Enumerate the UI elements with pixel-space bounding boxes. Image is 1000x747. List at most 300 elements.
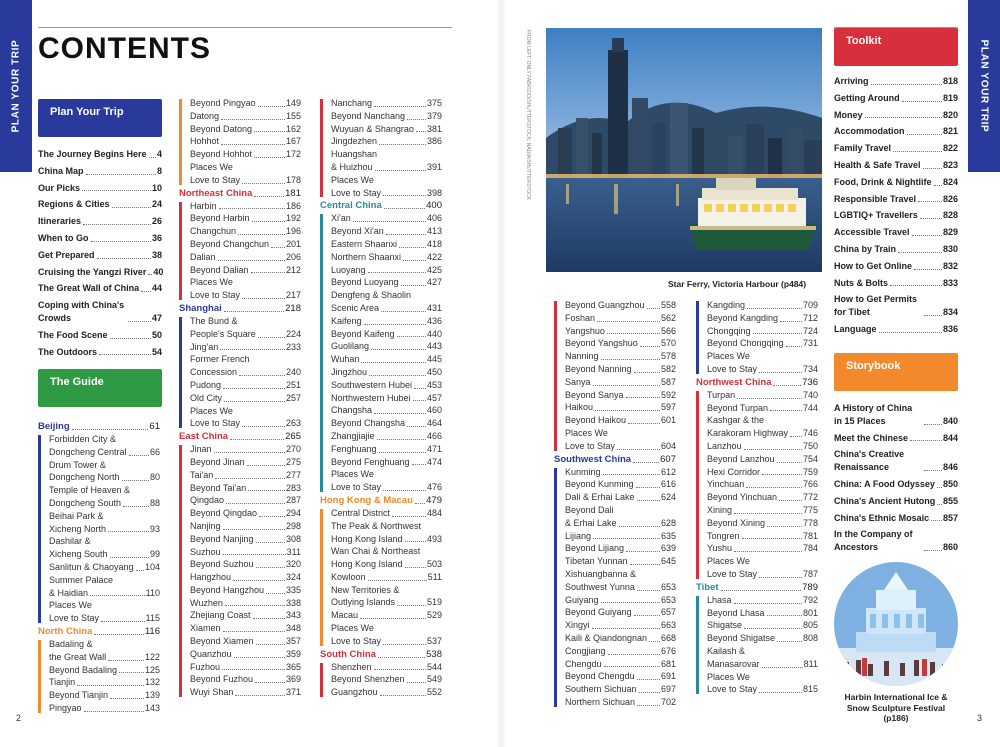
- region-name: Central China: [320, 200, 382, 212]
- toc-entry[interactable]: [565, 312, 676, 325]
- toc-entry[interactable]: [49, 689, 160, 702]
- leader-dots: [108, 531, 149, 532]
- toc-entry[interactable]: [190, 110, 301, 123]
- toc-entry-page: 357: [285, 636, 301, 647]
- region-heading[interactable]: [320, 494, 442, 507]
- toc-entry[interactable]: [190, 405, 301, 418]
- toc-entry[interactable]: [190, 597, 301, 610]
- region-block: [696, 299, 818, 376]
- toc-entry-page: 335: [285, 584, 301, 595]
- toc-entry[interactable]: [331, 328, 442, 341]
- toc-entry[interactable]: [565, 389, 676, 402]
- toc-entry[interactable]: [190, 558, 301, 571]
- toc-entry[interactable]: [331, 596, 442, 609]
- toc-entry-page: 471: [426, 443, 442, 454]
- toc-entry[interactable]: [707, 337, 818, 350]
- toc-entry[interactable]: [707, 453, 818, 466]
- toc-entry-title: Chengdu: [565, 658, 602, 669]
- region-page: 479: [426, 494, 442, 506]
- toc-entry[interactable]: [565, 683, 676, 696]
- leader-dots: [110, 698, 144, 699]
- toc-entry[interactable]: [834, 92, 958, 105]
- leader-dots: [634, 372, 660, 373]
- toc-entry-page: 792: [802, 594, 818, 605]
- region-heading[interactable]: [696, 581, 818, 594]
- toc-entry[interactable]: [331, 135, 442, 148]
- toc-entry[interactable]: [331, 276, 442, 289]
- toc-entry-title: Kashgar & the: [707, 415, 765, 426]
- toc-entry[interactable]: [190, 546, 301, 559]
- harbin-ice-photo: [834, 562, 958, 686]
- toc-entry[interactable]: [331, 622, 442, 635]
- toc-entry[interactable]: [38, 329, 162, 342]
- toc-entry[interactable]: [190, 584, 301, 597]
- toc-entry[interactable]: [331, 302, 442, 315]
- toc-entry[interactable]: [331, 174, 442, 187]
- toc-entry[interactable]: [834, 75, 958, 88]
- leader-dots: [383, 195, 426, 196]
- toc-entry[interactable]: [707, 594, 818, 607]
- toc-entry[interactable]: [565, 427, 676, 440]
- toc-entry[interactable]: [331, 417, 442, 430]
- toc-entry-page: 582: [660, 363, 676, 374]
- leader-dots: [383, 644, 426, 645]
- region-heading[interactable]: [320, 648, 442, 661]
- toc-entry[interactable]: [190, 494, 301, 507]
- star-ferry-photo: [546, 28, 822, 272]
- toc-entry[interactable]: [565, 350, 676, 363]
- toc-entry-page: 601: [660, 415, 676, 426]
- region-heading[interactable]: [554, 453, 676, 466]
- toc-entry-page: 453: [426, 379, 442, 390]
- toc-entry[interactable]: [834, 142, 958, 155]
- toc-entry[interactable]: [565, 645, 676, 658]
- toc-entry-title: Nuts & Bolts: [834, 277, 888, 288]
- leader-dots: [374, 669, 426, 670]
- toc-entry[interactable]: [331, 468, 442, 481]
- toc-entry[interactable]: [834, 159, 958, 172]
- toc-entry[interactable]: [565, 568, 676, 581]
- leader-dots: [101, 621, 145, 622]
- leader-dots: [379, 144, 426, 145]
- toc-entry[interactable]: [834, 448, 958, 474]
- toc-entry-page: 832: [942, 260, 958, 271]
- toc-entry[interactable]: [190, 392, 301, 405]
- toc-entry[interactable]: [190, 97, 301, 110]
- toc-entry-page: 431: [426, 302, 442, 313]
- toc-entry[interactable]: [190, 533, 301, 546]
- toc-entry[interactable]: [565, 337, 676, 350]
- toc-entry[interactable]: [707, 632, 818, 645]
- toc-entry[interactable]: [331, 289, 442, 302]
- toc-entry[interactable]: [38, 299, 162, 325]
- toc-entry[interactable]: [565, 696, 676, 709]
- toc-entry[interactable]: [38, 346, 162, 359]
- region-heading[interactable]: [38, 420, 160, 433]
- toc-entry[interactable]: [707, 466, 818, 479]
- toc-entry-title: Luoyang: [331, 264, 366, 275]
- toc-entry[interactable]: [707, 619, 818, 632]
- toc-entry[interactable]: [834, 193, 958, 206]
- toc-entry[interactable]: [190, 123, 301, 136]
- toc-entry[interactable]: [565, 414, 676, 427]
- toc-entry-page: 731: [802, 338, 818, 349]
- toc-entry[interactable]: [707, 671, 818, 684]
- toc-entry[interactable]: [49, 561, 160, 574]
- toc-entry[interactable]: [38, 266, 162, 279]
- toc-entry[interactable]: [190, 673, 301, 686]
- toc-entry[interactable]: [49, 548, 160, 561]
- toc-entry[interactable]: [707, 555, 818, 568]
- toc-entry[interactable]: [565, 542, 676, 555]
- toc-entry[interactable]: [565, 594, 676, 607]
- toc-entry[interactable]: [707, 363, 818, 376]
- toc-entry[interactable]: [834, 260, 958, 273]
- toc-entry-page: 830: [942, 243, 958, 254]
- toc-entry[interactable]: [565, 581, 676, 594]
- toc-entry[interactable]: [565, 440, 676, 453]
- toc-entry-title: Scenic Area: [331, 302, 380, 313]
- toc-entry[interactable]: [49, 574, 160, 587]
- toc-entry[interactable]: [49, 664, 160, 677]
- toc-entry-title: Language: [834, 323, 877, 334]
- toc-entry[interactable]: [38, 198, 162, 211]
- toc-entry[interactable]: [190, 482, 301, 495]
- leader-dots: [779, 500, 802, 501]
- region-entries: [38, 638, 160, 715]
- toc-entry[interactable]: [331, 673, 442, 686]
- toc-entry[interactable]: [331, 533, 442, 546]
- toc-entry[interactable]: [49, 612, 160, 625]
- toc-entry[interactable]: [190, 456, 301, 469]
- toc-entry[interactable]: [707, 350, 818, 363]
- toc-entry[interactable]: [49, 638, 160, 651]
- toc-entry[interactable]: [331, 661, 442, 674]
- region-entries: [696, 389, 818, 581]
- toc-entry[interactable]: [49, 510, 160, 523]
- toc-entry[interactable]: [190, 609, 301, 622]
- region-heading[interactable]: [179, 302, 301, 315]
- toc-entry-page: 54: [151, 346, 162, 357]
- toc-entry[interactable]: [190, 264, 301, 277]
- leader-dots: [374, 106, 426, 107]
- leader-dots: [601, 602, 660, 603]
- toc-entry[interactable]: [331, 340, 442, 353]
- toc-entry[interactable]: [331, 545, 442, 558]
- toc-entry[interactable]: [331, 686, 442, 699]
- toc-entry[interactable]: [49, 599, 160, 612]
- region-heading[interactable]: [320, 199, 442, 212]
- toc-entry[interactable]: [834, 109, 958, 122]
- toc-entry[interactable]: [565, 504, 676, 517]
- toc-entry-title: Love to Stay: [331, 187, 382, 198]
- toc-entry[interactable]: [331, 212, 442, 225]
- toc-entry[interactable]: [707, 402, 818, 415]
- toc-entry[interactable]: [331, 392, 442, 405]
- toc-entry[interactable]: [331, 315, 442, 328]
- toc-entry[interactable]: [331, 148, 442, 161]
- toc-entry[interactable]: [834, 528, 958, 554]
- toc-entry-page: 212: [285, 264, 301, 275]
- toc-entry[interactable]: [707, 491, 818, 504]
- toc-entry-page: 657: [660, 607, 676, 618]
- toc-entry[interactable]: [331, 443, 442, 456]
- toc-entry[interactable]: [190, 353, 301, 366]
- toc-entry[interactable]: [565, 606, 676, 619]
- toc-entry[interactable]: [331, 366, 442, 379]
- toc-entry[interactable]: [707, 299, 818, 312]
- toc-entry-page: 155: [285, 110, 301, 121]
- region-heading[interactable]: [696, 376, 818, 389]
- toc-entry[interactable]: [190, 212, 301, 225]
- toc-entry[interactable]: [331, 558, 442, 571]
- toc-entry[interactable]: [190, 469, 301, 482]
- leader-dots: [258, 337, 285, 338]
- toc-entry[interactable]: [190, 148, 301, 161]
- toc-entry[interactable]: [707, 542, 818, 555]
- toc-entry[interactable]: [331, 481, 442, 494]
- toc-entry[interactable]: [190, 366, 301, 379]
- toc-entry[interactable]: [38, 232, 162, 245]
- toc-entry[interactable]: [49, 446, 160, 459]
- toc-entry[interactable]: [38, 282, 162, 295]
- toc-entry[interactable]: [565, 517, 676, 530]
- guide-column-5: [696, 299, 818, 696]
- toc-entry-page: 493: [426, 533, 442, 544]
- toc-entry[interactable]: [834, 323, 958, 336]
- toc-entry[interactable]: [707, 440, 818, 453]
- region-name: Northeast China: [179, 187, 253, 199]
- leader-dots: [271, 247, 285, 248]
- toc-entry[interactable]: [190, 648, 301, 661]
- toc-entry[interactable]: [331, 238, 442, 251]
- toc-entry[interactable]: [331, 635, 442, 648]
- toc-entry-title: Southwestern Hubei: [331, 379, 413, 390]
- leader-dots: [416, 131, 426, 132]
- toc-entry[interactable]: [49, 433, 160, 446]
- toc-entry[interactable]: [565, 530, 676, 543]
- toc-entry[interactable]: [331, 251, 442, 264]
- toc-entry[interactable]: [707, 478, 818, 491]
- toc-entry[interactable]: [49, 587, 160, 600]
- toc-entry[interactable]: [38, 165, 162, 178]
- toc-entry[interactable]: [565, 658, 676, 671]
- toc-entry[interactable]: [834, 176, 958, 189]
- toc-entry-title: Chongqing: [707, 325, 751, 336]
- toc-entry[interactable]: [190, 174, 301, 187]
- toc-entry[interactable]: [565, 466, 676, 479]
- leader-dots: [636, 487, 660, 488]
- toc-entry[interactable]: [49, 702, 160, 715]
- region-name: South China: [320, 648, 376, 660]
- toc-entry[interactable]: [565, 478, 676, 491]
- toc-entry-title: Beyond Badaling: [49, 664, 118, 675]
- toc-entry[interactable]: [190, 276, 301, 289]
- region-heading[interactable]: [38, 625, 160, 638]
- toc-entry-page: 277: [285, 469, 301, 480]
- toc-entry[interactable]: [565, 632, 676, 645]
- toc-entry[interactable]: [190, 571, 301, 584]
- toc-entry[interactable]: [331, 187, 442, 200]
- toc-entry[interactable]: [49, 535, 160, 548]
- region-heading[interactable]: [179, 430, 301, 443]
- leader-dots: [99, 354, 151, 355]
- toc-entry-title: Hexi Corridor: [707, 466, 761, 477]
- toc-entry-title: Kunming: [565, 466, 601, 477]
- toc-entry[interactable]: [331, 571, 442, 584]
- toc-entry[interactable]: [707, 414, 818, 427]
- leader-dots: [920, 218, 942, 219]
- toc-entry[interactable]: [331, 404, 442, 417]
- toc-entry-page: 371: [285, 687, 301, 698]
- toc-entry[interactable]: [49, 523, 160, 536]
- toc-entry[interactable]: [190, 443, 301, 456]
- toc-entry[interactable]: [331, 430, 442, 443]
- toc-entry-title: The Journey Begins Here: [38, 149, 147, 159]
- toc-entry-title: Harbin: [190, 200, 217, 211]
- toc-entry[interactable]: [707, 427, 818, 440]
- leader-dots: [601, 359, 660, 360]
- toc-entry[interactable]: [331, 520, 442, 533]
- toc-entry[interactable]: [49, 484, 160, 497]
- toc-entry[interactable]: [834, 432, 958, 445]
- leader-dots: [759, 372, 802, 373]
- toc-entry[interactable]: [49, 471, 160, 484]
- region-page: 607: [660, 453, 676, 465]
- toc-entry-page: 386: [426, 136, 442, 147]
- toc-entry[interactable]: [565, 325, 676, 338]
- region-heading[interactable]: [179, 187, 301, 200]
- toc-entry[interactable]: [331, 584, 442, 597]
- toc-entry[interactable]: [707, 517, 818, 530]
- toc-entry[interactable]: [38, 215, 162, 228]
- toc-entry[interactable]: [834, 226, 958, 239]
- toc-entry-page: 484: [426, 507, 442, 518]
- toc-entry[interactable]: [190, 161, 301, 174]
- toc-entry[interactable]: [834, 402, 958, 428]
- toc-entry[interactable]: [49, 497, 160, 510]
- toc-entry-page: 143: [144, 702, 160, 713]
- toc-entry[interactable]: [565, 363, 676, 376]
- toc-entry[interactable]: [190, 507, 301, 520]
- toc-entry[interactable]: [38, 249, 162, 262]
- toc-entry-page: 375: [426, 98, 442, 108]
- toc-entry[interactable]: [190, 315, 301, 328]
- toc-entry[interactable]: [565, 401, 676, 414]
- toc-entry[interactable]: [331, 97, 442, 110]
- toc-entry[interactable]: [49, 459, 160, 472]
- toc-entry[interactable]: [707, 504, 818, 517]
- leader-dots: [77, 685, 144, 686]
- leader-dots: [762, 474, 802, 475]
- toc-entry-page: 628: [660, 517, 676, 528]
- toc-entry-title: Regions & Cities: [38, 199, 110, 210]
- toc-entry[interactable]: [707, 325, 818, 338]
- toc-entry[interactable]: [565, 491, 676, 504]
- toc-entry[interactable]: [834, 277, 958, 290]
- toc-entry[interactable]: [331, 456, 442, 469]
- toc-entry[interactable]: [331, 379, 442, 392]
- toc-entry-page: 398: [426, 187, 442, 198]
- toc-entry-title: Pingyao: [49, 702, 82, 713]
- leader-dots: [759, 577, 802, 578]
- toc-entry[interactable]: [707, 683, 818, 696]
- toc-entry[interactable]: [331, 264, 442, 277]
- leader-dots: [214, 452, 285, 453]
- toc-entry[interactable]: [565, 376, 676, 389]
- toc-entry[interactable]: [707, 607, 818, 620]
- toc-entry[interactable]: [707, 645, 818, 658]
- toc-entry[interactable]: [190, 225, 301, 238]
- toc-entry[interactable]: [834, 512, 958, 525]
- toc-entry[interactable]: [707, 568, 818, 581]
- toc-entry-title: Family Travel: [834, 143, 892, 154]
- toc-entry[interactable]: [190, 200, 301, 213]
- section-the-guide: The Guide: [38, 369, 162, 407]
- toc-entry[interactable]: [190, 341, 301, 354]
- toc-entry[interactable]: [190, 622, 301, 635]
- toc-entry[interactable]: [190, 686, 301, 699]
- toc-entry[interactable]: [834, 243, 958, 256]
- toc-entry[interactable]: [190, 417, 301, 430]
- toc-entry[interactable]: [190, 238, 301, 251]
- toc-entry[interactable]: [190, 135, 301, 148]
- toc-entry[interactable]: [331, 161, 442, 174]
- toc-entry[interactable]: [38, 182, 162, 195]
- toc-entry[interactable]: [565, 670, 676, 683]
- toc-entry[interactable]: [331, 609, 442, 622]
- toc-entry-page: 186: [285, 200, 301, 211]
- toc-entry[interactable]: [190, 520, 301, 533]
- toc-entry[interactable]: [565, 619, 676, 632]
- toc-entry-title: Datong: [190, 110, 220, 121]
- toc-entry[interactable]: [707, 312, 818, 325]
- leader-dots: [734, 603, 802, 604]
- leader-dots: [94, 634, 143, 635]
- toc-entry[interactable]: [190, 289, 301, 302]
- toc-entry-title: A History of China in 15 Places: [834, 403, 913, 426]
- toc-entry[interactable]: [331, 225, 442, 238]
- toc-entry-title: Food, Drink & Nightlife: [834, 176, 932, 187]
- toc-entry[interactable]: [331, 353, 442, 366]
- toc-entry[interactable]: [834, 478, 958, 491]
- toc-entry[interactable]: [190, 251, 301, 264]
- toc-entry[interactable]: [834, 293, 958, 319]
- toc-entry[interactable]: [38, 148, 162, 161]
- toc-entry[interactable]: [49, 651, 160, 664]
- toc-entry[interactable]: [331, 110, 442, 123]
- toc-entry[interactable]: [49, 676, 160, 689]
- toc-entry[interactable]: [331, 507, 442, 520]
- toc-entry[interactable]: [565, 299, 676, 312]
- toc-entry[interactable]: [190, 379, 301, 392]
- toc-entry-title: Xining: [707, 504, 733, 515]
- toc-entry[interactable]: [331, 123, 442, 136]
- toc-entry-title: Huangshan: [331, 149, 378, 160]
- toc-entry[interactable]: [190, 661, 301, 674]
- toc-entry[interactable]: [707, 389, 818, 402]
- toc-entry[interactable]: [834, 209, 958, 222]
- toc-entry-title: Dashilar &: [49, 536, 91, 547]
- toc-entry[interactable]: [565, 555, 676, 568]
- toc-entry[interactable]: [834, 495, 958, 508]
- toc-entry[interactable]: [707, 658, 818, 671]
- toc-entry[interactable]: [707, 530, 818, 543]
- region-entries: [179, 443, 301, 699]
- toc-entry[interactable]: [834, 125, 958, 138]
- toc-entry[interactable]: [190, 328, 301, 341]
- toc-entry[interactable]: [190, 635, 301, 648]
